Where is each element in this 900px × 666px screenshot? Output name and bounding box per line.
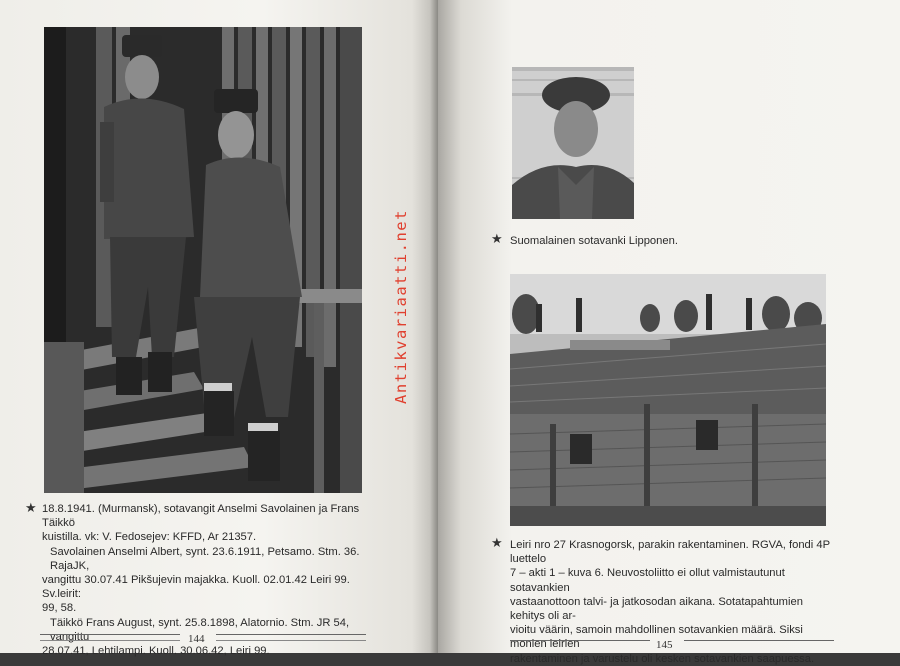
prisoners-on-stairs-photo [44,27,362,493]
right-page [438,0,900,665]
caption-line: 99, 58. [42,602,77,615]
footer-rule [216,640,366,641]
caption-line: rakentaminen ja varustelu oli kesken sotavankien saapuessa. [510,652,815,665]
footer-rule [40,640,180,641]
camp-construction-photo [510,274,826,526]
caption-line: vastaanottoon talvi- ja jatkosodan aikana. Sotatapahtumien kehitys oli ar- [510,595,803,623]
left-page [0,0,438,658]
caption-line: 7 – akti 1 – kuva 6. Neuvostoliitto ei ollut valmistautunut sotavankien [510,567,785,594]
caption-line: Savolainen Anselmi Albert, synt. 23.6.1911, Petsamo. Stm. 36. RajaJK, [50,545,360,572]
portrait-caption: Suomalainen sotavanki Lipponen. [510,235,678,247]
caption-star-icon: ★ [491,535,503,550]
camp-photo-caption [510,538,840,666]
caption-line: 18.8.1941. (Murmansk), sotavangit Anselmi Savolainen ja Frans Täikkö [42,503,360,530]
watermark: Antikvariaatti.net [392,209,410,404]
page-number: 144 [188,633,205,645]
caption-star-icon: ★ [491,231,503,246]
footer-rule [40,634,180,635]
caption-line: Leiri nro 27 Krasnogorsk, parakin rakentaminen. RGVA, fondi 4P luettelo [510,539,830,566]
caption-line: 28.07.41, Lehtilampi. Kuoll. 30.06.42, Leiri 99. [42,645,270,658]
caption-line: vangittu 30.07.41 Pikšujevin majakka. Kuoll. 02.01.42 Leiri 99. Sv.leirit: [42,574,350,601]
caption-line: vioitu väärin, samoin mahdollinen sotavankien määrä. Siksi monien leirien [510,624,803,651]
footer-rule [684,640,834,641]
footer-rule [510,640,650,641]
caption-star-icon: ★ [25,500,37,515]
caption-line: kuistilla. vk: V. Fedosejev: KFFD, Ar 21357. [42,531,257,544]
page-number: 145 [656,639,673,651]
prisoner-portrait-photo [512,67,634,219]
caption-line: Täikkö Frans August, synt. 25.8.1898, Alatornio. Stm. JR 54, vangittu [50,616,350,643]
footer-rule [216,634,366,635]
